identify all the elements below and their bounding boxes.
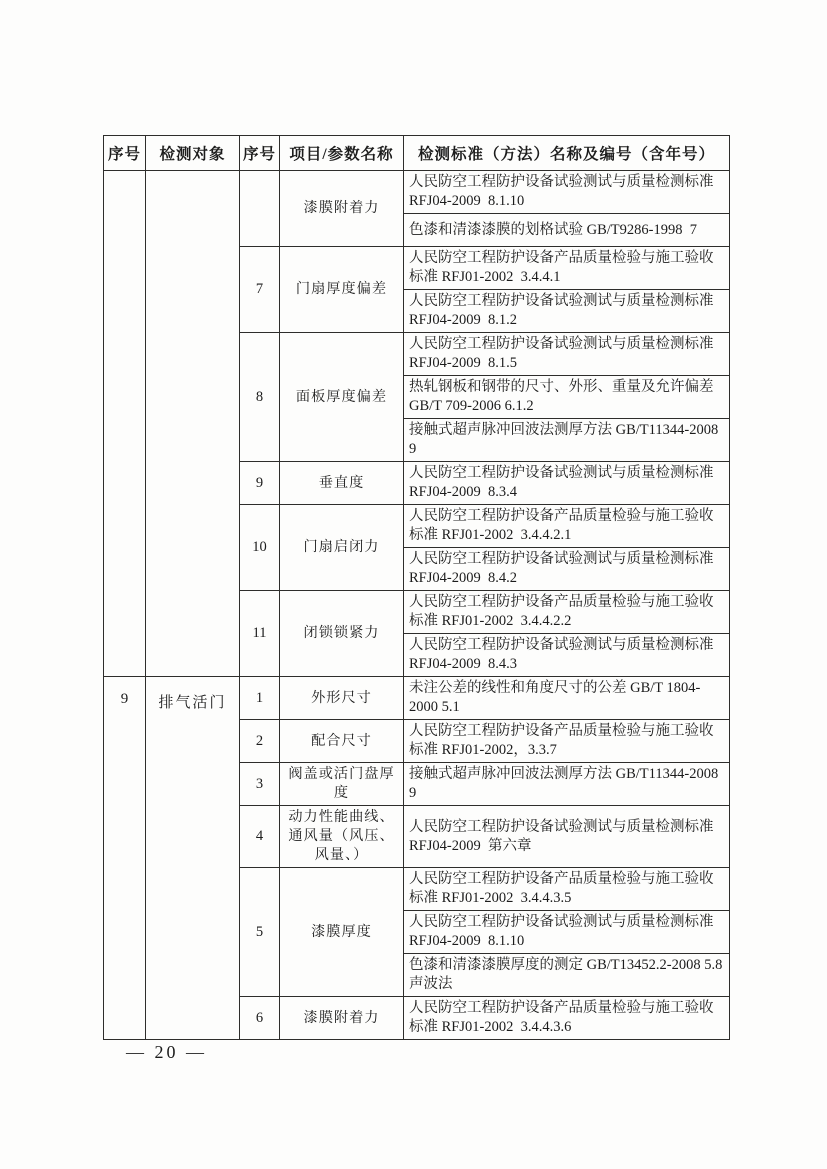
item-no-cell: 10 xyxy=(240,505,280,591)
standard-cell: 色漆和清漆漆膜厚度的测定 GB/T13452.2-2008 5.8 声波法 xyxy=(404,954,730,997)
standard-cell: 人民防空工程防护设备产品质量检验与施工验收标准 RFJ01-2002，3.3.7 xyxy=(404,720,730,763)
section-object-cell: 排气活门 xyxy=(146,677,240,1040)
standard-cell: 人民防空工程防护设备试验测试与质量检测标准 RFJ04-2009 8.1.5 xyxy=(404,333,730,376)
standard-cell: 人民防空工程防护设备产品质量检验与施工验收标准 RFJ01-2002 3.4.4.1 xyxy=(404,247,730,290)
item-no-cell: 9 xyxy=(240,462,280,505)
item-name-cell: 面板厚度偏差 xyxy=(280,333,404,462)
standard-cell: 人民防空工程防护设备产品质量检验与施工验收标准 RFJ01-2002 3.4.4.2.1 xyxy=(404,505,730,548)
table-row xyxy=(104,171,730,214)
standard-cell: 人民防空工程防护设备产品质量检验与施工验收标准 RFJ01-2002 3.4.4.3.6 xyxy=(404,997,730,1040)
table-body xyxy=(104,171,730,1040)
col-header-standard: 检测标准（方法）名称及编号（含年号） xyxy=(404,136,730,171)
standard-cell: 人民防空工程防护设备试验测试与质量检测标准 RFJ04-2009 8.4.3 xyxy=(404,634,730,677)
item-name-cell: 外形尺寸 xyxy=(280,677,404,720)
standard-cell: 未注公差的线性和角度尺寸的公差 GB/T 1804-2000 5.1 xyxy=(404,677,730,720)
item-name-cell: 闭锁锁紧力 xyxy=(280,591,404,677)
item-name-cell: 垂直度 xyxy=(280,462,404,505)
item-no-cell: 3 xyxy=(240,763,280,806)
header-row xyxy=(104,136,730,171)
section-object-cell xyxy=(146,171,240,677)
table-row xyxy=(104,677,730,720)
item-name-cell: 配合尺寸 xyxy=(280,720,404,763)
standard-cell: 人民防空工程防护设备产品质量检验与施工验收标准 RFJ01-2002 3.4.4.3.5 xyxy=(404,868,730,911)
standard-cell: 接触式超声脉冲回波法测厚方法 GB/T11344-2008 9 xyxy=(404,419,730,462)
col-header-test-object: 检测对象 xyxy=(146,136,240,171)
standard-cell: 人民防空工程防护设备试验测试与质量检测标准 RFJ04-2009 第六章 xyxy=(404,806,730,868)
item-name-cell: 门扇启闭力 xyxy=(280,505,404,591)
item-name-cell: 漆膜附着力 xyxy=(280,171,404,247)
standard-cell: 人民防空工程防护设备试验测试与质量检测标准 RFJ04-2009 8.1.10 xyxy=(404,171,730,214)
item-no-cell: 8 xyxy=(240,333,280,462)
standard-cell: 人民防空工程防护设备试验测试与质量检测标准 RFJ04-2009 8.3.4 xyxy=(404,462,730,505)
standard-cell: 热轧钢板和钢带的尺寸、外形、重量及允许偏差 GB/T 709-2006 6.1.2 xyxy=(404,376,730,419)
item-name-cell: 门扇厚度偏差 xyxy=(280,247,404,333)
col-header-item-name: 项目/参数名称 xyxy=(280,136,404,171)
table-header xyxy=(104,136,730,171)
item-no-cell: 1 xyxy=(240,677,280,720)
item-no-cell: 5 xyxy=(240,868,280,997)
inspection-standards-table xyxy=(103,135,730,1040)
item-no-cell xyxy=(240,171,280,247)
item-no-cell: 11 xyxy=(240,591,280,677)
standard-cell: 接触式超声脉冲回波法测厚方法 GB/T11344-2008 9 xyxy=(404,763,730,806)
page-number: — 20 — xyxy=(126,1042,207,1062)
item-no-cell: 7 xyxy=(240,247,280,333)
section-no-cell: 9 xyxy=(104,677,146,1040)
item-no-cell: 2 xyxy=(240,720,280,763)
item-name-cell: 动力性能曲线、通风量（风压、风量、） xyxy=(280,806,404,868)
standard-cell: 人民防空工程防护设备试验测试与质量检测标准 RFJ04-2009 8.4.2 xyxy=(404,548,730,591)
item-name-cell: 漆膜厚度 xyxy=(280,868,404,997)
section-no-cell xyxy=(104,171,146,677)
item-no-cell: 4 xyxy=(240,806,280,868)
standard-cell: 人民防空工程防护设备产品质量检验与施工验收标准 RFJ01-2002 3.4.4.2.2 xyxy=(404,591,730,634)
col-header-section-no: 序号 xyxy=(104,136,146,171)
standard-cell: 人民防空工程防护设备试验测试与质量检测标准 RFJ04-2009 8.1.2 xyxy=(404,290,730,333)
standard-cell: 色漆和清漆漆膜的划格试验 GB/T9286-1998 7 xyxy=(404,214,730,247)
col-header-item-no: 序号 xyxy=(240,136,280,171)
item-name-cell: 漆膜附着力 xyxy=(280,997,404,1040)
item-no-cell: 6 xyxy=(240,997,280,1040)
standard-cell: 人民防空工程防护设备试验测试与质量检测标准 RFJ04-2009 8.1.10 xyxy=(404,911,730,954)
item-name-cell: 阀盖或活门盘厚度 xyxy=(280,763,404,806)
